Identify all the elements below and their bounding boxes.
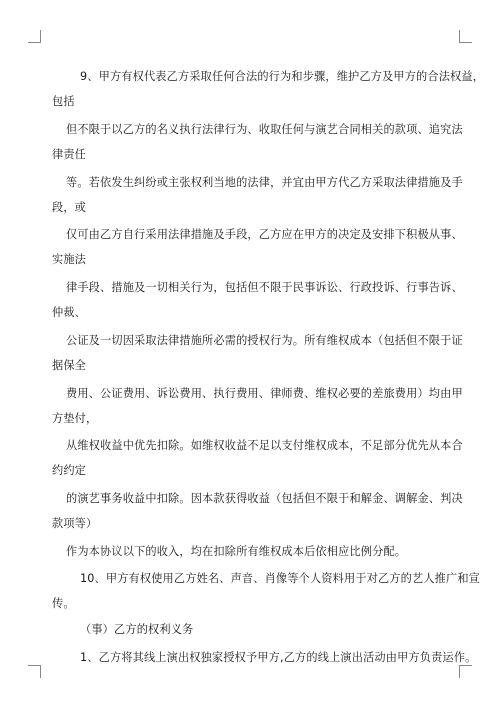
paragraph-line: 1、乙方将其线上演出权独家授权予甲方,乙方的线上演出活动由甲方负责运作。 xyxy=(80,651,477,664)
paragraph-line: 10、甲方有权使用乙方姓名、声音、肖像等个人资料用于对乙方的艺人推广和宣 xyxy=(80,572,481,585)
paragraph-line: 从维权收益中优先扣除。如维权收益不足以支付维权成本，不足部分优先从本合 xyxy=(66,439,463,452)
paragraph-line: 但不限于以乙方的名义执行法律行为、收取任何与演艺合同相关的款项、追究法 xyxy=(66,123,463,136)
section-heading: （事）乙方的权利义务 xyxy=(80,623,194,636)
paragraph-line: 的演艺事务收益中扣除。因本款获得收益（包括但不限于和解金、调解金、判决 xyxy=(66,492,463,505)
paragraph-line: 费用、公证费用、诉讼费用、执行费用、律师费、维权必要的差旅费用）均由甲 xyxy=(66,387,463,400)
paragraph-line: 仲裁、 xyxy=(52,306,87,319)
paragraph-line: 约约定 xyxy=(52,464,87,477)
paragraph-line: 传。 xyxy=(52,597,75,610)
paragraph-line: 款项等） xyxy=(52,517,98,530)
crop-mark-bottom-left xyxy=(28,665,41,678)
crop-mark-top-right xyxy=(459,30,472,43)
paragraph-line: 作为本协议以下的收入，均在扣除所有维权成本后依相应比例分配。 xyxy=(66,545,407,558)
paragraph-line: 等。若依发生纠纷或主张权利当地的法律，并宜由甲方代乙方采取法律措施及手 xyxy=(66,176,463,189)
paragraph-line: 律手段、措施及一切相关行为，包括但不限于民事诉讼、行政投诉、行事告诉、 xyxy=(66,281,463,294)
paragraph-line: 段，或 xyxy=(52,201,87,214)
crop-mark-top-left xyxy=(28,30,41,43)
paragraph-line: 据保全 xyxy=(52,359,87,372)
crop-mark-bottom-right xyxy=(459,665,472,678)
paragraph-line: 公证及一切因采取法律措施所必需的授权行为。所有维权成本（包括但不限于证 xyxy=(66,334,463,347)
paragraph-line: 律责任 xyxy=(52,148,87,161)
paragraph-line: 实施法 xyxy=(52,253,87,266)
paragraph-line: 仅可由乙方自行采用法律措施及手段，乙方应在甲方的决定及安排下积极从事、 xyxy=(66,228,463,241)
paragraph-line: 包括 xyxy=(52,95,75,108)
paragraph-line: 9、甲方有权代表乙方采取任何合法的行为和步骤，维护乙方及甲方的合法权益， xyxy=(80,70,485,83)
paragraph-line: 方垫付， xyxy=(52,412,98,425)
